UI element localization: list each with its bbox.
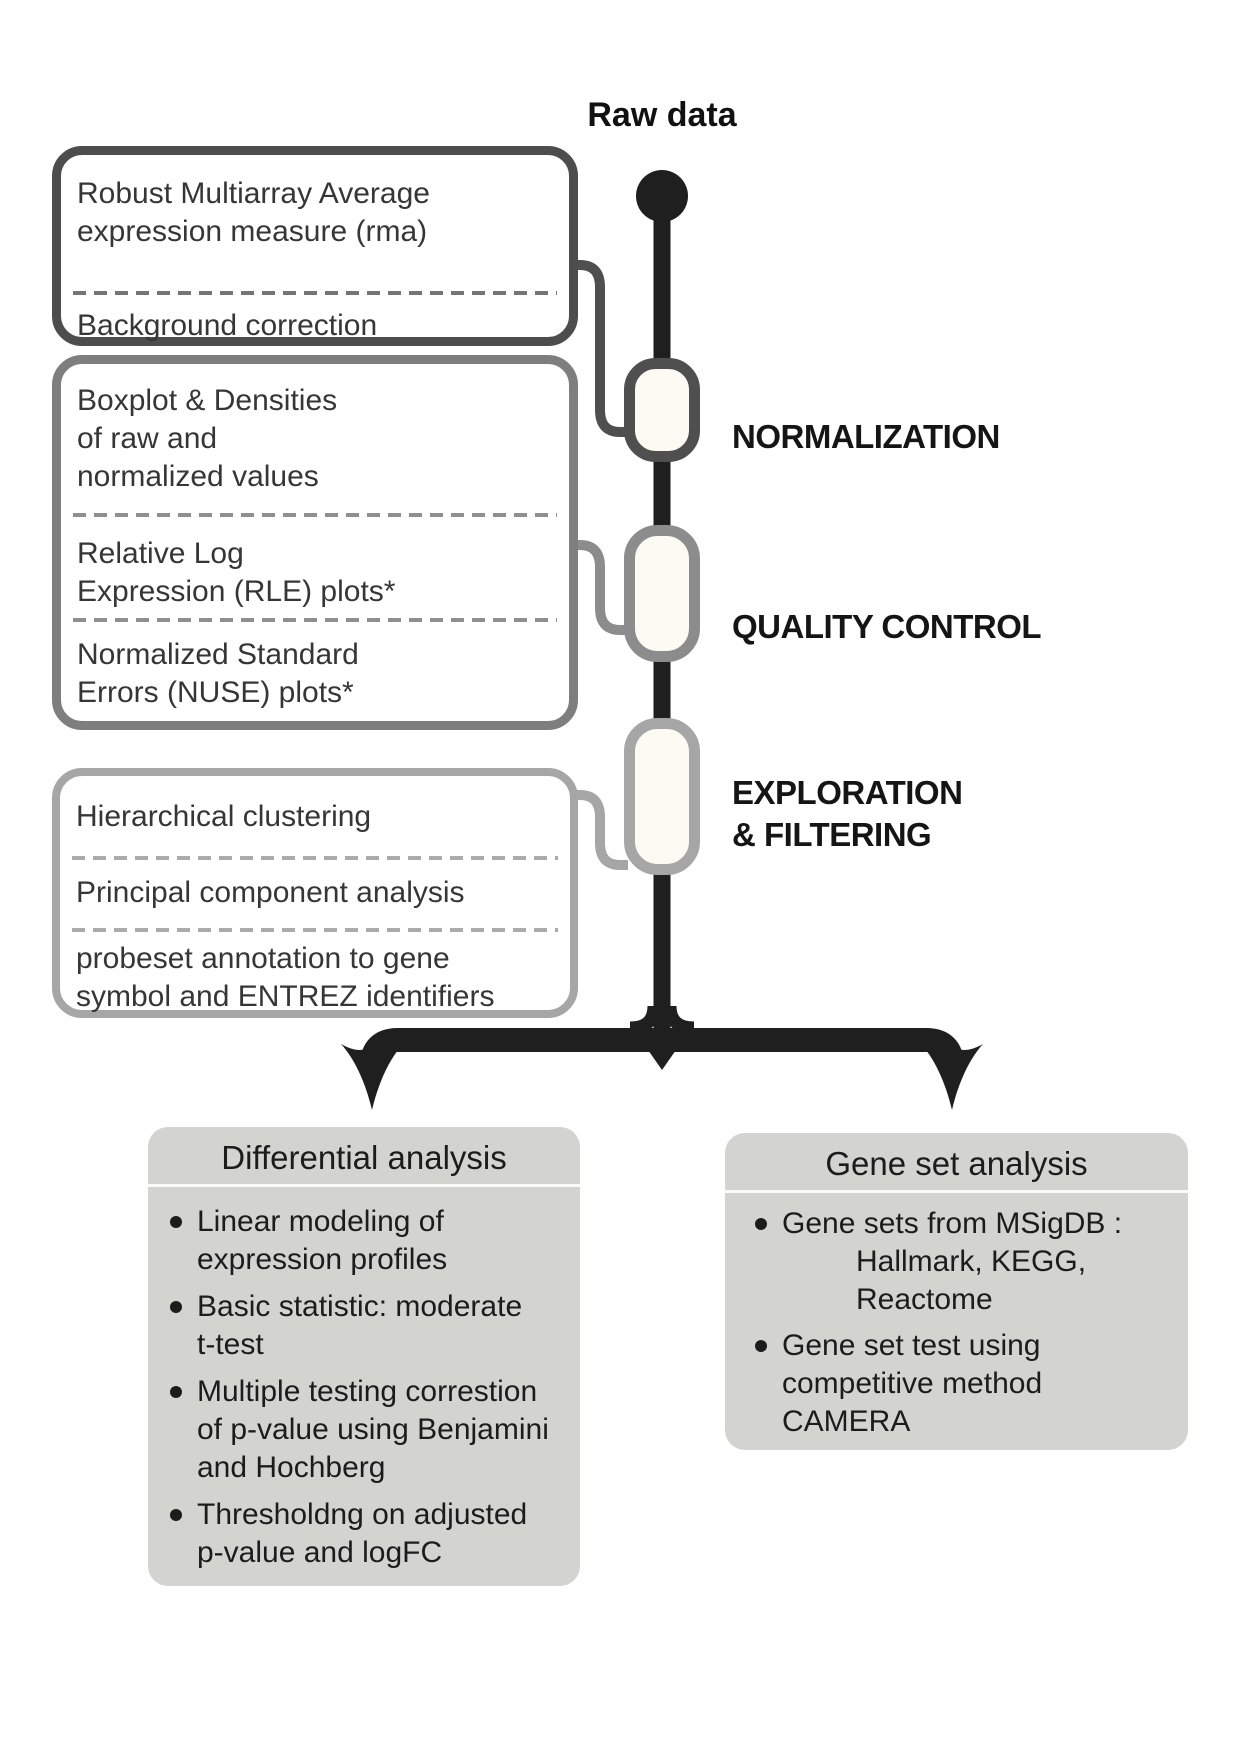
flow-box-line: symbol and ENTREZ identifiers bbox=[76, 980, 495, 1013]
stage-label-line: QUALITY CONTROL bbox=[732, 608, 1042, 645]
stage-label-normalization bbox=[732, 416, 1000, 458]
flow-box-line: expression measure (rma) bbox=[77, 215, 428, 248]
flow-box-line: Normalized Standard bbox=[77, 638, 359, 671]
connector-exploration bbox=[574, 795, 628, 865]
list-item-line: Basic statistic: moderate bbox=[197, 1290, 523, 1323]
stage-label-exploration bbox=[732, 772, 962, 856]
stage-label-quality-control bbox=[732, 606, 1041, 648]
dashed-divider bbox=[73, 291, 557, 295]
dashed-divider bbox=[72, 928, 558, 932]
flow-box-section bbox=[76, 940, 562, 1016]
arrowhead-right bbox=[921, 1044, 983, 1110]
flow-box-quality-control bbox=[52, 355, 578, 730]
panel-body bbox=[148, 1187, 580, 1572]
bullet-icon bbox=[170, 1509, 182, 1521]
list-item bbox=[170, 1496, 580, 1572]
list-item bbox=[170, 1288, 580, 1364]
list-item-line: Multiple testing correstion bbox=[197, 1375, 538, 1408]
list-item-line: and Hochberg bbox=[197, 1451, 386, 1484]
flow-box-line: Boxplot & Densities bbox=[77, 384, 338, 417]
list-item bbox=[170, 1373, 580, 1487]
dashed-divider bbox=[73, 513, 557, 517]
panel-differential-analysis bbox=[148, 1127, 580, 1586]
junction-fillet-left bbox=[630, 1006, 654, 1028]
flow-box-section bbox=[77, 382, 561, 496]
panel-title: Gene set analysis bbox=[725, 1133, 1188, 1193]
flow-box-section bbox=[77, 307, 561, 345]
flow-box-exploration bbox=[52, 768, 578, 1018]
flow-box-line: Relative Log bbox=[77, 537, 244, 570]
panel-gene-set-analysis bbox=[725, 1133, 1188, 1450]
stage-pill-normalization bbox=[630, 364, 695, 457]
arrowhead-left bbox=[341, 1044, 403, 1110]
flow-box-line: Principal component analysis bbox=[76, 876, 465, 909]
stage-label-line: NORMALIZATION bbox=[732, 418, 1000, 455]
list-item-line: competitive method bbox=[782, 1367, 1043, 1400]
branch-band bbox=[372, 1040, 952, 1066]
flow-box-line: Robust Multiarray Average bbox=[77, 177, 430, 210]
stage-label-line: & FILTERING bbox=[732, 816, 932, 853]
raw-data-label: Raw data bbox=[587, 96, 737, 134]
panel-title: Differential analysis bbox=[148, 1127, 580, 1187]
stage-label-line: EXPLORATION bbox=[732, 774, 963, 811]
bullet-icon bbox=[170, 1301, 182, 1313]
list-item-line: Thresholdng on adjusted bbox=[197, 1498, 528, 1531]
bullet-icon bbox=[755, 1218, 767, 1230]
flow-box-normalization bbox=[52, 146, 578, 346]
flow-box-line: Hierarchical clustering bbox=[76, 800, 372, 833]
list-item-line: Reactome bbox=[856, 1283, 993, 1316]
list-item bbox=[755, 1327, 1188, 1441]
list-item bbox=[755, 1205, 1188, 1319]
connector-quality-control bbox=[574, 545, 628, 630]
raw-data-node bbox=[636, 170, 688, 222]
flow-box-line: Errors (NUSE) plots* bbox=[77, 676, 354, 709]
connector-normalization bbox=[574, 265, 628, 432]
dashed-divider bbox=[73, 618, 557, 622]
flow-box-section bbox=[76, 798, 562, 836]
list-item-line: Linear modeling of bbox=[197, 1205, 444, 1238]
flow-box-line: Background correction bbox=[77, 309, 378, 342]
dashed-divider bbox=[72, 856, 558, 860]
junction-notch bbox=[648, 1050, 676, 1070]
bullet-icon bbox=[755, 1340, 767, 1352]
flow-box-section bbox=[76, 874, 562, 912]
flow-box-line: probeset annotation to gene bbox=[76, 942, 450, 975]
panel-body bbox=[725, 1193, 1188, 1441]
list-item-line: Gene sets from MSigDB : bbox=[782, 1207, 1123, 1240]
list-item-line: p-value and logFC bbox=[197, 1536, 443, 1569]
bullet-icon bbox=[170, 1216, 182, 1228]
junction-fillet-right bbox=[670, 1006, 694, 1028]
list-item-line: Gene set test using bbox=[782, 1329, 1041, 1362]
stage-pill-quality-control bbox=[630, 531, 695, 657]
list-item-line: Hallmark, KEGG, bbox=[856, 1245, 1087, 1278]
list-item bbox=[170, 1203, 580, 1279]
list-item-line: of p-value using Benjamini bbox=[197, 1413, 549, 1446]
list-item-line: t-test bbox=[197, 1328, 264, 1361]
flow-box-line: Expression (RLE) plots* bbox=[77, 575, 396, 608]
bullet-icon bbox=[170, 1386, 182, 1398]
flow-box-section bbox=[77, 535, 561, 611]
list-item-line: CAMERA bbox=[782, 1405, 911, 1438]
flow-box-line: of raw and bbox=[77, 422, 218, 455]
list-item-line: expression profiles bbox=[197, 1243, 448, 1276]
stage-pill-exploration bbox=[630, 724, 695, 870]
flow-box-section bbox=[77, 636, 561, 712]
flow-box-section bbox=[77, 175, 561, 251]
flow-box-line: normalized values bbox=[77, 460, 319, 493]
